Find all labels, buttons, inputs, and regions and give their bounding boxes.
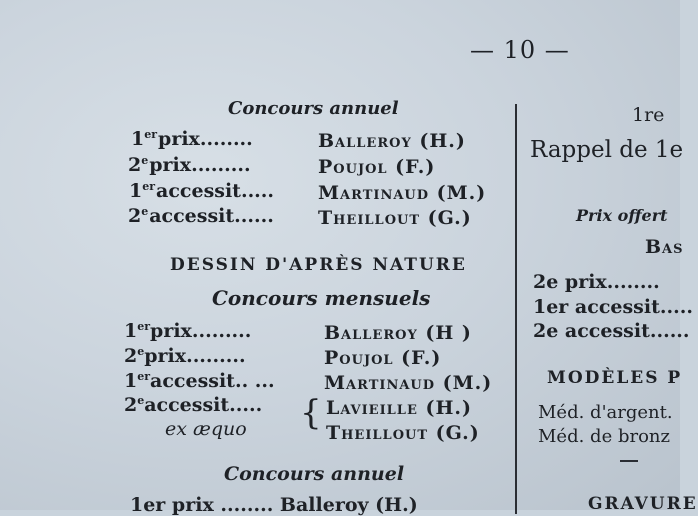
- right-heading-gravure: GRAVURE: [588, 494, 698, 514]
- award-rank: 2: [124, 345, 138, 367]
- section-title-concours-annuel: Concours annuel: [228, 98, 399, 119]
- award-name: Poujol (F.): [324, 347, 442, 369]
- right-heading-modeles: MODÈLES P: [547, 368, 683, 388]
- award-label: accessit.....: [156, 180, 275, 202]
- award-row: [131, 128, 253, 150]
- award-name: Balleroy (H ): [324, 322, 472, 344]
- ex-aequo-label: ex æquo: [165, 418, 247, 440]
- right-award-row: 1er accessit.....: [533, 296, 693, 318]
- award-row: [124, 320, 251, 342]
- award-row: [124, 394, 262, 416]
- right-rappel-line: Rappel de 1e: [530, 137, 684, 163]
- section-title-concours-mensuels: Concours mensuels: [212, 286, 431, 310]
- award-rank-suffix: e: [141, 154, 149, 167]
- award-rank-suffix: e: [137, 394, 145, 407]
- award-label: prix.........: [144, 345, 246, 367]
- award-rank-suffix: er: [137, 370, 151, 383]
- award-name: Balleroy (H.): [318, 130, 466, 152]
- right-medal-row: Méd. d'argent.: [538, 402, 673, 423]
- section-heading-dessin: DESSIN D'APRÈS NATURE: [170, 255, 467, 275]
- award-rank-suffix: er: [144, 128, 158, 141]
- award-rank-suffix: er: [137, 320, 151, 333]
- award-rank: 1: [131, 128, 145, 150]
- right-award-row: 2e prix........: [533, 271, 660, 293]
- award-rank: 1: [129, 180, 143, 202]
- award-name: Martinaud (M.): [324, 372, 493, 394]
- award-row-partial: 1er prix ........ Balleroy (H.): [130, 494, 418, 516]
- right-name-partial: Bas: [645, 236, 684, 258]
- award-rank: 2: [128, 205, 142, 227]
- award-label: accessit......: [149, 205, 274, 227]
- award-label: prix.........: [150, 320, 252, 342]
- award-label: prix.........: [149, 154, 251, 176]
- award-row: [124, 345, 246, 367]
- award-rank-suffix: e: [141, 205, 149, 218]
- brace-glyph: {: [300, 393, 322, 433]
- award-row: [128, 205, 274, 227]
- right-medal-row: Méd. de bronz: [538, 426, 670, 447]
- award-rank: 2: [128, 154, 142, 176]
- award-row: [129, 180, 274, 202]
- award-name: Theillout (G.): [326, 422, 480, 444]
- award-rank: 1: [124, 370, 138, 392]
- award-label: prix........: [158, 128, 253, 150]
- award-rank-suffix: er: [142, 180, 156, 193]
- award-label: accessit.....: [144, 394, 263, 416]
- award-label: accessit.. ...: [150, 370, 275, 392]
- award-row: [124, 370, 275, 392]
- right-heading-1re: 1re: [632, 104, 665, 126]
- page-number: — 10 —: [470, 36, 570, 64]
- right-prix-offert: Prix offert: [576, 206, 668, 225]
- award-rank-suffix: e: [137, 345, 145, 358]
- award-name: Theillout (G.): [318, 207, 472, 229]
- award-name: Poujol (F.): [318, 156, 436, 178]
- section-title-concours-annuel-2: Concours annuel: [224, 463, 405, 485]
- column-divider: [515, 104, 517, 514]
- award-rank: 1: [124, 320, 138, 342]
- separator-dash: [620, 460, 638, 462]
- right-award-row: 2e accessit......: [533, 320, 690, 342]
- award-row: [128, 154, 251, 176]
- award-name: Lavieille (H.): [326, 397, 473, 419]
- award-rank: 2: [124, 394, 138, 416]
- award-name: Martinaud (M.): [318, 182, 487, 204]
